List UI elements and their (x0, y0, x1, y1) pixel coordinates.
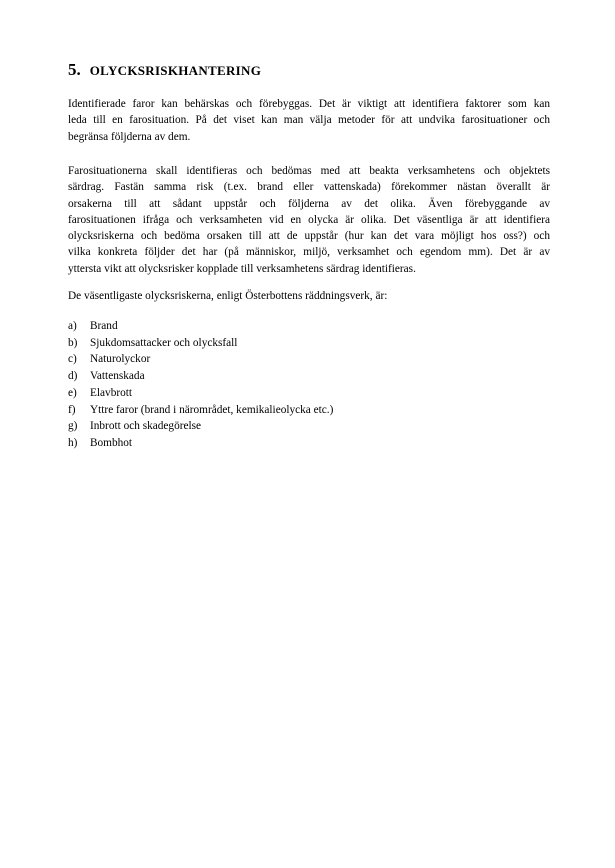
risk-list-item (68, 335, 550, 352)
section-heading (68, 60, 261, 80)
risk-list-item (68, 351, 550, 368)
risk-item-marker: a) (68, 320, 77, 332)
risk-list-item (68, 435, 550, 452)
paragraph-1 (68, 96, 550, 145)
paragraph-line: Farosituationerna skall identifieras och bedömas med att beakta verksamhetens och objektets (68, 165, 550, 177)
risk-list-item (68, 418, 550, 435)
risk-item-marker: h) (68, 436, 78, 449)
paragraph-line: begränsa följderna av dem. (68, 130, 191, 143)
risk-list (68, 318, 550, 452)
paragraph-line: särdrag. Fastän samma risk (t.ex. brand eller vattenskada) förekommer nästan överallt är (68, 181, 550, 194)
section-number: 5. (68, 60, 81, 79)
risk-item-text: Vattenskada (90, 370, 145, 383)
risk-item-marker: g) (68, 420, 78, 433)
paragraph-2 (68, 163, 550, 277)
risk-item-text: Yttre faror (brand i närområdet, kemikalieolycka etc.) (90, 403, 334, 416)
risk-item-marker: b) (68, 336, 78, 349)
risk-item-marker: f) (68, 403, 76, 416)
risk-item-text: Elavbrott (90, 386, 133, 399)
risk-item-text: Bombhot (90, 436, 133, 449)
risk-item-text: Sjukdomsattacker och olycksfall (90, 336, 238, 349)
risk-item-text: Brand (90, 320, 118, 332)
risk-item-text: Inbrott och skadegörelse (90, 420, 202, 433)
paragraph-line: leda till en farosituation. På det viset kan man välja metoder för att undvika farosituationer och (68, 114, 550, 127)
risk-item-marker: c) (68, 353, 77, 366)
risk-list-item (68, 318, 550, 335)
risk-item-marker: e) (68, 386, 77, 399)
paragraph-line: orsakerna till att sådant uppstår och följderna av det olika. Även förebyggande av (68, 197, 550, 210)
section-title: OLYCKSRISKHANTERING (89, 63, 262, 78)
paragraph-line: Identifierade faror kan behärskas och förebyggas. Det är viktigt att identifiera faktorer som kan (68, 98, 550, 110)
risk-item-marker: d) (68, 370, 78, 383)
paragraph-line: farosituationen ifråga och verksamheten vid en olycka är olika. Det väsentliga är att identifiera (68, 213, 550, 226)
risk-item-text: Naturolyckor (90, 353, 151, 366)
paragraph-line: yttersta vikt att olycksrisker kopplade till verksamhetens särdrag identifieras. (68, 262, 416, 275)
risk-list-item (68, 368, 550, 385)
risk-list-item (68, 385, 550, 402)
risk-list-item (68, 402, 550, 419)
paragraph-line: olycksriskerna och bedöma orsaken till att de uppstår (hur kan det vara möjligt hos oss?) och (68, 230, 550, 243)
risk-list-intro: De väsentligaste olycksriskerna, enligt Österbottens räddningsverk, är: (68, 290, 388, 302)
paragraph-line: vilka konkreta följder det har (på människor, miljö, verksamhet och egendom mm). Det är av (68, 246, 550, 259)
